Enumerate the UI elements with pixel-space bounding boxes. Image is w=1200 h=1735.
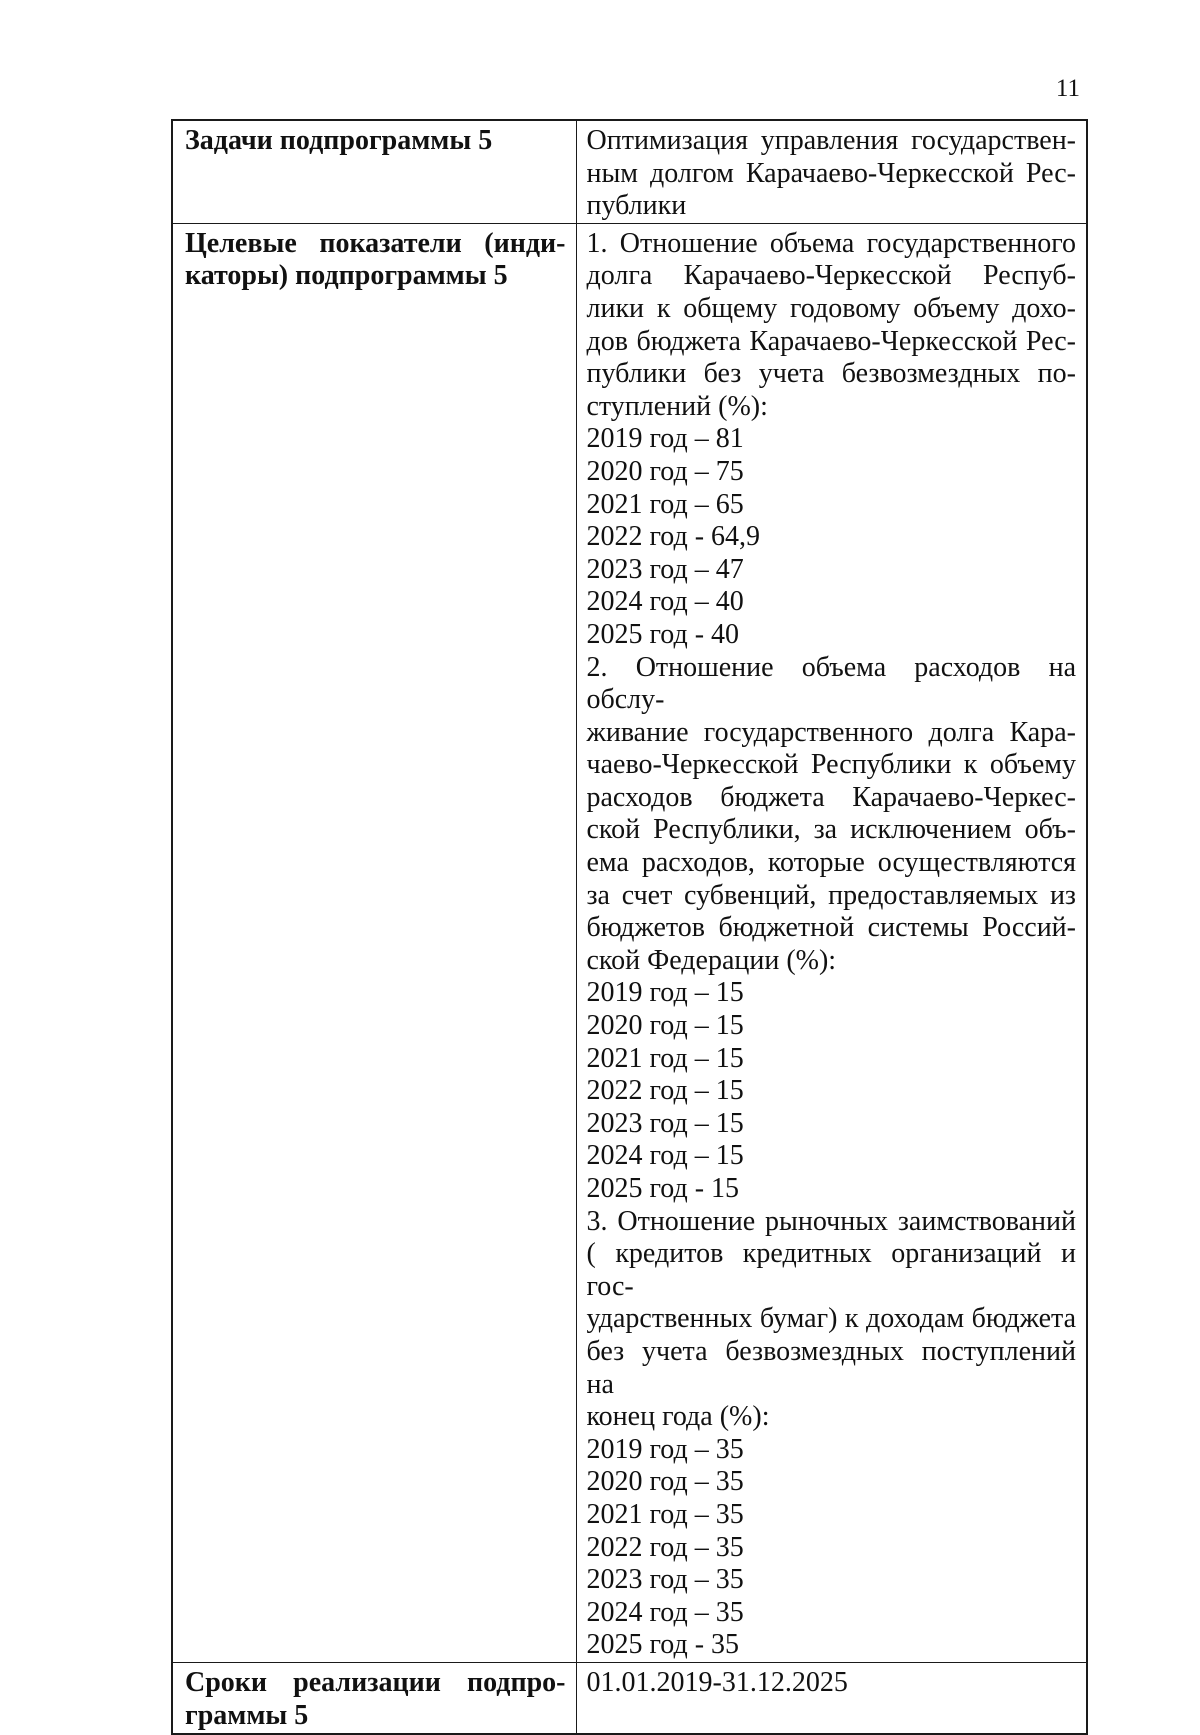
indicator-3-year-value: 2021 год – 35 <box>586 1498 744 1530</box>
indicator-2-line: ской Республики, за исключением объ- <box>586 814 1076 846</box>
indicator-3-year-value: 2022 год – 35 <box>586 1531 744 1563</box>
indicators-label-cell <box>172 223 576 1662</box>
indicator-2-line: ема расходов, которые осуществляются <box>586 847 1076 879</box>
indicator-2-line: бюджетов бюджетной системы Россий- <box>586 912 1076 944</box>
terms-value: 01.01.2019-31.12.2025 <box>586 1666 848 1698</box>
indicator-1-year-value: 2019 год – 81 <box>586 423 744 455</box>
indicator-2-line: ской Федерации (%): <box>586 944 837 976</box>
indicator-1-year-value: 2025 год - 40 <box>586 618 740 650</box>
indicator-2-line: чаево-Черкесской Республики к объему <box>586 749 1076 781</box>
indicator-3-year-value: 2025 год - 35 <box>586 1629 740 1661</box>
indicator-3-line: конец года (%): <box>586 1401 770 1433</box>
indicator-3-line: без учета безвозмездных поступлений на <box>586 1335 1076 1400</box>
page-number: 11 <box>1055 75 1080 102</box>
indicator-2-year-value: 2024 год – 15 <box>586 1140 744 1172</box>
indicator-1 <box>587 228 1077 652</box>
indicator-2-line: расходов бюджета Карачаево-Черкес- <box>586 781 1076 813</box>
indicator-3-year-value: 2023 год – 35 <box>586 1564 744 1596</box>
indicator-2-year-value: 2019 год – 15 <box>586 977 744 1009</box>
tasks-label: Задачи подпрограммы 5 <box>185 125 493 156</box>
indicators-value-cell <box>576 223 1087 1662</box>
tasks-label-cell <box>172 120 576 223</box>
indicator-1-line: лики к общему годовому объему дохо- <box>586 292 1076 324</box>
indicator-1-year-value: 2021 год – 65 <box>586 488 744 520</box>
table-row-tasks <box>172 120 1087 223</box>
indicator-3-year-value: 2020 год – 35 <box>586 1466 744 1498</box>
table-row-indicators <box>172 223 1087 1662</box>
indicator-1-year-list <box>587 423 1077 651</box>
terms-label-line: Сроки реализации подпро- <box>185 1666 566 1698</box>
indicators-label-line: каторы) подпрограммы 5 <box>185 260 508 292</box>
indicator-2-year-value: 2022 год – 15 <box>586 1075 744 1107</box>
indicator-3 <box>587 1206 1077 1662</box>
indicator-3-year-list <box>587 1434 1077 1662</box>
indicator-1-line: 1. Отношение объема государственного <box>586 227 1076 259</box>
tasks-value-line: ным долгом Карачаево-Черкесской Рес- <box>586 157 1076 189</box>
tasks-value-line: публики <box>586 190 687 222</box>
indicator-1-year-value: 2023 год – 47 <box>586 553 744 585</box>
terms-label-cell <box>172 1662 576 1734</box>
indicator-1-year-value: 2020 год – 75 <box>586 455 744 487</box>
indicator-2-year-value: 2020 год – 15 <box>586 1010 744 1042</box>
indicator-3-line: 3. Отношение рыночных заимствований <box>586 1205 1076 1237</box>
indicator-2 <box>587 652 1077 1206</box>
indicator-2-line: за счет субвенций, предоставляемых из <box>586 879 1076 911</box>
indicator-1-line: дов бюджета Карачаево-Черкесской Рес- <box>586 325 1076 357</box>
indicator-1-year-value: 2022 год - 64,9 <box>586 521 761 553</box>
indicators-label-line: Целевые показатели (инди- <box>185 227 566 259</box>
indicator-3-line: ( кредитов кредитных организаций и гос- <box>586 1238 1076 1302</box>
indicator-1-line: долга Карачаево-Черкесской Респуб- <box>586 260 1076 292</box>
indicator-2-year-value: 2021 год – 15 <box>586 1042 744 1074</box>
indicator-1-line: публики без учета безвозмездных по- <box>586 358 1076 390</box>
table-row-terms <box>172 1662 1087 1734</box>
indicator-2-year-list <box>587 977 1077 1205</box>
terms-value-cell <box>576 1662 1087 1734</box>
indicator-3-year-value: 2019 год – 35 <box>586 1433 744 1465</box>
indicator-2-line: живание государственного долга Кара- <box>586 716 1076 748</box>
indicator-2-year-value: 2025 год - 15 <box>586 1173 740 1204</box>
indicator-1-line: ступлений (%): <box>586 390 768 422</box>
tasks-value-line: Оптимизация управления государствен- <box>586 125 1076 156</box>
subprogram-passport-table <box>171 119 1088 1735</box>
indicator-2-year-value: 2023 год – 15 <box>586 1107 744 1139</box>
indicator-1-year-value: 2024 год – 40 <box>586 586 744 618</box>
tasks-value-cell <box>576 120 1087 223</box>
indicator-2-line: 2. Отношение объема расходов на обслу- <box>586 651 1076 716</box>
terms-label-line: граммы 5 <box>185 1699 309 1731</box>
indicator-3-line: ударственных бумаг) к доходам бюджета <box>586 1303 1076 1335</box>
indicator-3-year-value: 2024 год – 35 <box>586 1596 744 1628</box>
